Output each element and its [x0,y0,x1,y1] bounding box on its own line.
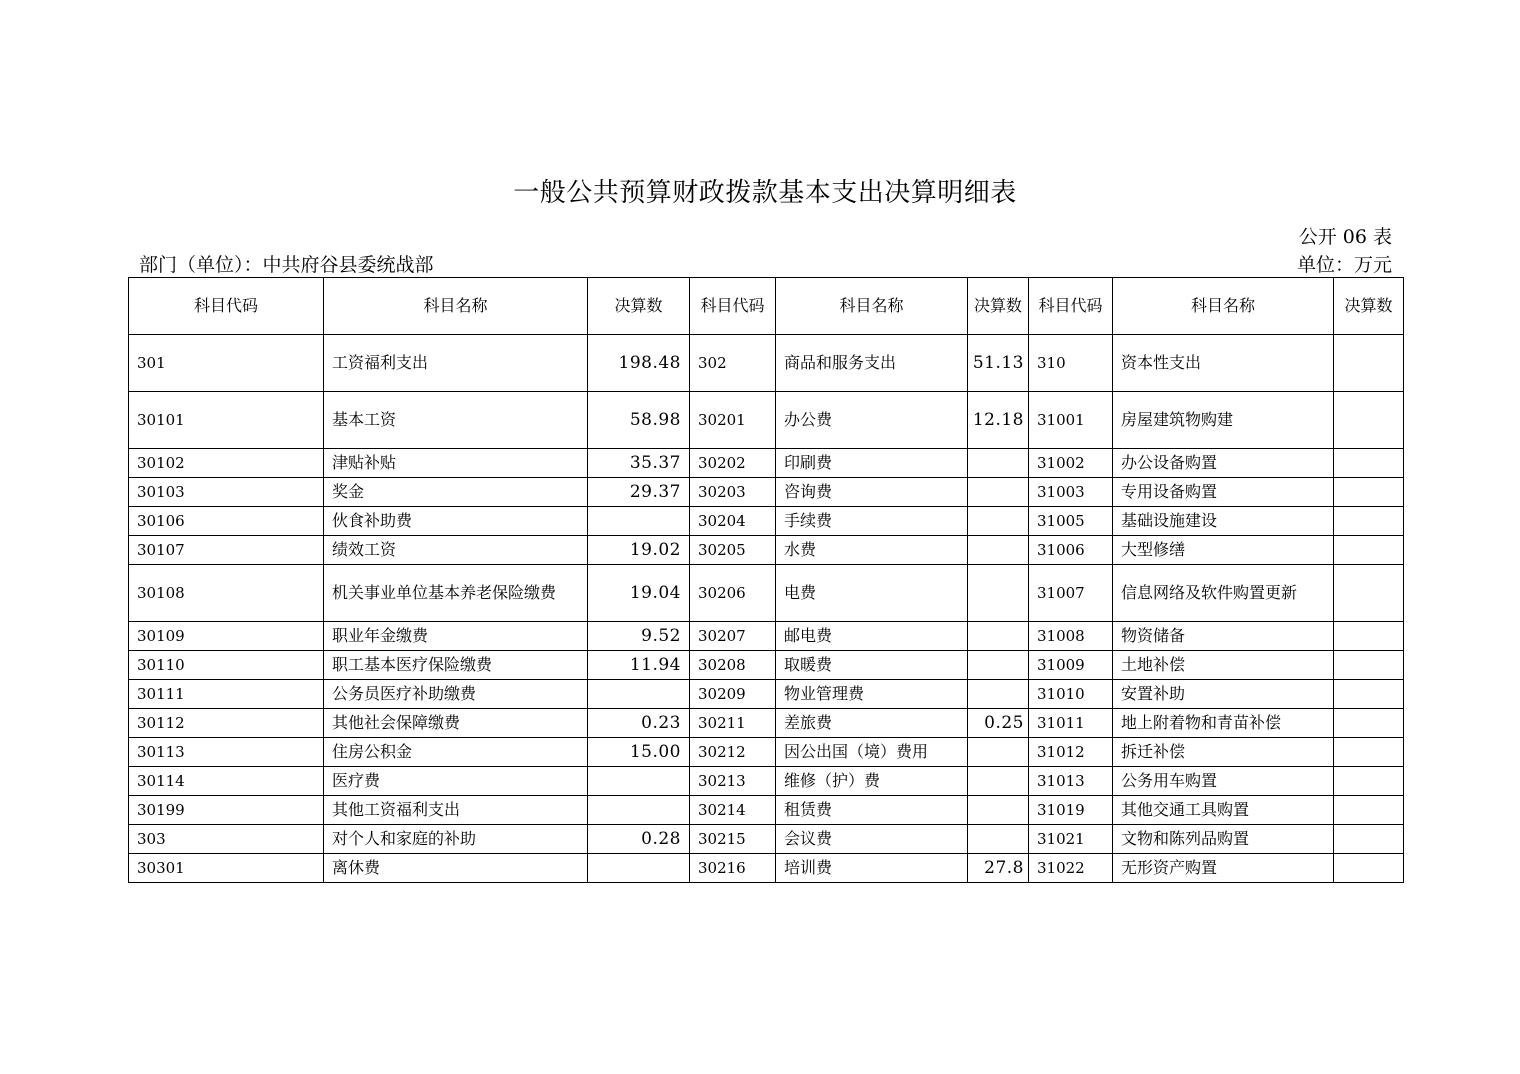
amount-cell [1334,680,1404,709]
amount-cell [968,796,1029,825]
code-cell: 30213 [690,767,776,796]
name-cell: 文物和陈列品购置 [1113,825,1334,854]
name-cell: 信息网络及软件购置更新 [1113,565,1334,622]
amount-cell [968,478,1029,507]
name-cell: 奖金 [324,478,588,507]
table-header-row [129,278,1404,335]
name-cell: 培训费 [776,854,968,883]
code-cell: 302 [690,335,776,392]
name-cell: 差旅费 [776,709,968,738]
code-cell: 31012 [1029,738,1113,767]
code-cell: 31009 [1029,651,1113,680]
name-cell: 大型修缮 [1113,536,1334,565]
code-cell: 30206 [690,565,776,622]
code-cell: 30101 [129,392,324,449]
code-cell: 30102 [129,449,324,478]
amount-cell [588,507,690,536]
amount-cell: 58.98 [588,392,690,449]
name-cell: 公务员医疗补助缴费 [324,680,588,709]
code-cell: 30207 [690,622,776,651]
name-cell: 物资储备 [1113,622,1334,651]
code-cell: 30211 [690,709,776,738]
name-cell: 津贴补贴 [324,449,588,478]
code-cell: 30212 [690,738,776,767]
name-cell: 机关事业单位基本养老保险缴费 [324,565,588,622]
amount-cell [588,680,690,709]
amount-cell: 0.28 [588,825,690,854]
amount-cell [968,507,1029,536]
amount-cell [1334,392,1404,449]
table-row [129,796,1404,825]
amount-cell [1334,449,1404,478]
amount-cell [588,854,690,883]
table-row [129,392,1404,449]
amount-cell: 51.13 [968,335,1029,392]
code-cell: 30112 [129,709,324,738]
table-row [129,854,1404,883]
name-cell: 电费 [776,565,968,622]
name-cell: 绩效工资 [324,536,588,565]
table-row [129,738,1404,767]
code-cell: 30214 [690,796,776,825]
name-cell: 职工基本医疗保险缴费 [324,651,588,680]
name-cell: 拆迁补偿 [1113,738,1334,767]
name-cell: 工资福利支出 [324,335,588,392]
code-cell: 30103 [129,478,324,507]
code-cell: 30208 [690,651,776,680]
code-cell: 30204 [690,507,776,536]
amount-cell [1334,709,1404,738]
code-cell: 30202 [690,449,776,478]
amount-cell [588,767,690,796]
code-cell: 31021 [1029,825,1113,854]
code-cell: 31002 [1029,449,1113,478]
name-cell: 安置补助 [1113,680,1334,709]
table-row [129,565,1404,622]
code-cell: 30109 [129,622,324,651]
form-number: 公开 06 表 [1298,226,1392,248]
name-cell: 物业管理费 [776,680,968,709]
table-row [129,680,1404,709]
header-amount-1: 决算数 [588,278,690,335]
header-code-3: 科目代码 [1029,278,1113,335]
header-amount-2: 决算数 [968,278,1029,335]
amount-cell: 198.48 [588,335,690,392]
amount-cell [968,565,1029,622]
header-name-3: 科目名称 [1113,278,1334,335]
code-cell: 30111 [129,680,324,709]
amount-cell: 19.04 [588,565,690,622]
amount-cell: 11.94 [588,651,690,680]
code-cell: 30301 [129,854,324,883]
name-cell: 商品和服务支出 [776,335,968,392]
name-cell: 房屋建筑物购建 [1113,392,1334,449]
code-cell: 30216 [690,854,776,883]
name-cell: 医疗费 [324,767,588,796]
code-cell: 30110 [129,651,324,680]
amount-cell [968,449,1029,478]
code-cell: 31022 [1029,854,1113,883]
amount-cell: 27.8 [968,854,1029,883]
amount-cell [968,738,1029,767]
name-cell: 手续费 [776,507,968,536]
name-cell: 其他社会保障缴费 [324,709,588,738]
header-amount-3: 决算数 [1334,278,1404,335]
amount-cell [968,536,1029,565]
name-cell: 咨询费 [776,478,968,507]
amount-cell [1334,335,1404,392]
name-cell: 因公出国（境）费用 [776,738,968,767]
code-cell: 30108 [129,565,324,622]
amount-cell [968,622,1029,651]
name-cell: 取暖费 [776,651,968,680]
table-row [129,449,1404,478]
amount-cell [1334,796,1404,825]
code-cell: 30106 [129,507,324,536]
amount-cell [1334,651,1404,680]
amount-cell [968,651,1029,680]
code-cell: 31019 [1029,796,1113,825]
amount-cell [1334,854,1404,883]
amount-cell: 35.37 [588,449,690,478]
code-cell: 31011 [1029,709,1113,738]
code-cell: 310 [1029,335,1113,392]
code-cell: 31001 [1029,392,1113,449]
name-cell: 会议费 [776,825,968,854]
table-row [129,767,1404,796]
code-cell: 30203 [690,478,776,507]
amount-cell [968,680,1029,709]
code-cell: 30113 [129,738,324,767]
header-name-1: 科目名称 [324,278,588,335]
amount-cell [1334,767,1404,796]
page-title: 一般公共预算财政拨款基本支出决算明细表 [513,178,1017,208]
code-cell: 31003 [1029,478,1113,507]
code-cell: 31006 [1029,536,1113,565]
expenditure-table [128,277,1404,883]
code-cell: 30201 [690,392,776,449]
amount-cell [1334,478,1404,507]
code-cell: 31007 [1029,565,1113,622]
amount-cell: 0.23 [588,709,690,738]
unit-label: 单位：万元 [1296,254,1392,276]
table-row [129,622,1404,651]
header-code-1: 科目代码 [129,278,324,335]
name-cell: 无形资产购置 [1113,854,1334,883]
table-row [129,335,1404,392]
name-cell: 土地补偿 [1113,651,1334,680]
amount-cell [1334,622,1404,651]
amount-cell: 19.02 [588,536,690,565]
table-row [129,478,1404,507]
code-cell: 31008 [1029,622,1113,651]
amount-cell: 0.25 [968,709,1029,738]
name-cell: 邮电费 [776,622,968,651]
amount-cell [588,796,690,825]
name-cell: 其他工资福利支出 [324,796,588,825]
name-cell: 地上附着物和青苗补偿 [1113,709,1334,738]
code-cell: 30199 [129,796,324,825]
code-cell: 30107 [129,536,324,565]
code-cell: 30215 [690,825,776,854]
name-cell: 基础设施建设 [1113,507,1334,536]
amount-cell: 29.37 [588,478,690,507]
code-cell: 30209 [690,680,776,709]
amount-cell [968,825,1029,854]
code-cell: 30114 [129,767,324,796]
name-cell: 住房公积金 [324,738,588,767]
code-cell: 31010 [1029,680,1113,709]
table-row [129,825,1404,854]
header-name-2: 科目名称 [776,278,968,335]
department-label: 部门（单位）：中共府谷县委统战部 [139,254,434,276]
amount-cell [968,767,1029,796]
table-row [129,651,1404,680]
amount-cell [1334,507,1404,536]
name-cell: 专用设备购置 [1113,478,1334,507]
amount-cell: 12.18 [968,392,1029,449]
name-cell: 水费 [776,536,968,565]
name-cell: 职业年金缴费 [324,622,588,651]
name-cell: 基本工资 [324,392,588,449]
name-cell: 对个人和家庭的补助 [324,825,588,854]
name-cell: 办公费 [776,392,968,449]
name-cell: 伙食补助费 [324,507,588,536]
code-cell: 301 [129,335,324,392]
header-code-2: 科目代码 [690,278,776,335]
amount-cell: 15.00 [588,738,690,767]
table-row [129,507,1404,536]
amount-cell: 9.52 [588,622,690,651]
amount-cell [1334,738,1404,767]
amount-cell [1334,825,1404,854]
name-cell: 公务用车购置 [1113,767,1334,796]
amount-cell [1334,536,1404,565]
table-row [129,709,1404,738]
name-cell: 印刷费 [776,449,968,478]
name-cell: 离休费 [324,854,588,883]
code-cell: 31013 [1029,767,1113,796]
code-cell: 31005 [1029,507,1113,536]
name-cell: 资本性支出 [1113,335,1334,392]
code-cell: 30205 [690,536,776,565]
code-cell: 303 [129,825,324,854]
name-cell: 办公设备购置 [1113,449,1334,478]
name-cell: 维修（护）费 [776,767,968,796]
amount-cell [1334,565,1404,622]
name-cell: 租赁费 [776,796,968,825]
name-cell: 其他交通工具购置 [1113,796,1334,825]
table-row [129,536,1404,565]
